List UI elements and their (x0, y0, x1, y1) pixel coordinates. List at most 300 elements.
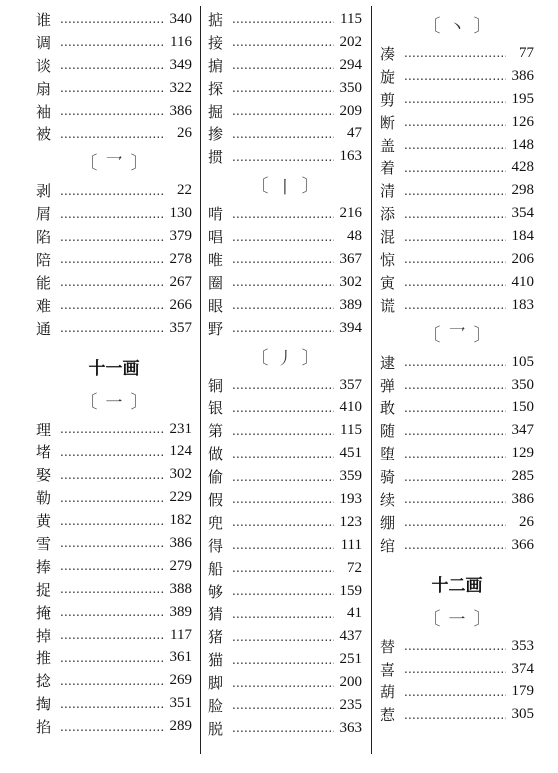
page-number: 349 (169, 56, 192, 73)
dot-leader (232, 276, 334, 288)
entry-character: 堕 (380, 445, 396, 464)
dot-leader (60, 82, 164, 94)
index-entry (380, 225, 534, 248)
dot-leader (60, 128, 164, 140)
index-entry (208, 271, 362, 294)
dot-leader (60, 231, 164, 243)
stroke-label: 丨 (276, 177, 294, 198)
entry-character: 脸 (208, 696, 224, 715)
index-entry (380, 396, 534, 419)
index-entry (208, 8, 362, 31)
page-number: 115 (340, 422, 362, 439)
dot-leader (232, 608, 334, 620)
page-number: 130 (169, 205, 192, 222)
page-number: 41 (347, 605, 362, 622)
index-entry (208, 602, 362, 625)
dot-leader (60, 105, 164, 117)
entry-character: 兜 (208, 513, 224, 532)
page-number: 350 (511, 376, 534, 393)
entry-character: 喜 (380, 660, 396, 679)
entry-character: 惊 (380, 250, 396, 269)
index-entry (380, 374, 534, 397)
page-number: 123 (339, 513, 362, 530)
page-number: 206 (511, 250, 534, 267)
entry-character: 着 (380, 159, 396, 178)
entry-character: 剥 (36, 182, 52, 201)
entry-character: 葫 (380, 683, 396, 702)
entry-character: 陪 (36, 250, 52, 269)
entry-character: 掮 (208, 56, 224, 75)
entry-character: 银 (208, 399, 224, 418)
page-number: 298 (511, 182, 534, 199)
entry-character: 逮 (380, 353, 396, 372)
page-number: 302 (169, 466, 192, 483)
index-entry (208, 294, 362, 317)
page-number: 105 (511, 353, 534, 370)
dot-leader (232, 82, 334, 94)
page-number: 126 (511, 113, 534, 130)
entry-character: 够 (208, 582, 224, 601)
entry-character: 野 (208, 319, 224, 338)
index-entry (36, 8, 192, 31)
bracket-left: 〔 (422, 16, 441, 37)
page-number: 163 (339, 148, 362, 165)
page-number: 195 (511, 90, 534, 107)
index-entry (36, 646, 192, 669)
page-number: 184 (511, 228, 534, 245)
page-number: 386 (511, 490, 534, 507)
page-number: 340 (169, 10, 192, 27)
entry-character: 续 (380, 490, 396, 509)
entry-character: 第 (208, 422, 224, 441)
index-entry (36, 440, 192, 463)
entry-character: 捉 (36, 580, 52, 599)
page-number: 202 (339, 33, 362, 50)
bracket-left: 〔 (250, 347, 269, 369)
index-entry (208, 671, 362, 694)
bracket-right: 〕 (473, 608, 492, 630)
page-number: 410 (511, 273, 534, 290)
bracket-right: 〕 (130, 391, 149, 413)
page-number: 279 (169, 557, 192, 574)
index-entry (208, 202, 362, 225)
index-entry (208, 511, 362, 534)
index-entry (36, 77, 192, 100)
page-number: 216 (339, 205, 362, 222)
index-entry (36, 578, 192, 601)
index-entry (208, 145, 362, 168)
index-entry (208, 625, 362, 648)
bracket-left: 〔 (79, 391, 98, 413)
page-number: 267 (169, 273, 192, 290)
dot-leader (60, 606, 164, 618)
dot-leader (60, 515, 164, 527)
entry-character: 铜 (208, 376, 224, 395)
dot-leader (232, 539, 334, 551)
page-number: 193 (339, 490, 362, 507)
entry-character: 凑 (380, 44, 396, 63)
dot-leader (60, 185, 164, 197)
page-number: 116 (170, 33, 192, 50)
page-number: 266 (169, 296, 192, 313)
index-entry (380, 42, 534, 65)
page-number: 117 (170, 626, 192, 643)
dot-leader (404, 493, 506, 505)
index-entry (380, 511, 534, 534)
dot-leader (404, 471, 506, 483)
index-entry (380, 179, 534, 202)
index-entry (208, 694, 362, 717)
dot-leader (60, 560, 164, 572)
entry-character: 袖 (36, 102, 52, 121)
dot-leader (404, 276, 506, 288)
entry-character: 掏 (36, 695, 52, 714)
entry-character: 圈 (208, 273, 224, 292)
index-entry (208, 225, 362, 248)
dot-leader (232, 677, 334, 689)
index-entry (208, 442, 362, 465)
section-spacer (380, 557, 534, 567)
page-number: 350 (339, 79, 362, 96)
page-number: 386 (511, 67, 534, 84)
index-entry (208, 488, 362, 511)
page-number: 347 (511, 422, 534, 439)
entry-character: 堵 (36, 443, 52, 462)
index-entry (36, 31, 192, 54)
dot-leader (404, 93, 506, 105)
index-entry (380, 488, 534, 511)
dot-leader (404, 448, 506, 460)
index-entry (36, 624, 192, 647)
dot-leader (404, 663, 506, 675)
page-number: 410 (339, 399, 362, 416)
page-number: 111 (340, 536, 362, 553)
entry-character: 娶 (36, 466, 52, 485)
entry-character: 谎 (380, 296, 396, 315)
dot-leader (232, 448, 334, 460)
page-number: 374 (511, 660, 534, 677)
index-entry (380, 156, 534, 179)
dot-leader (232, 379, 334, 391)
entry-character: 脚 (208, 674, 224, 693)
dot-leader (232, 322, 334, 334)
page-number: 354 (511, 205, 534, 222)
stroke-section-header (36, 145, 192, 179)
entry-character: 船 (208, 559, 224, 578)
stroke-section-header (36, 384, 192, 418)
stroke-section-header (380, 8, 534, 42)
dot-leader (60, 652, 164, 664)
index-entry (380, 351, 534, 374)
page-number: 379 (169, 228, 192, 245)
entry-character: 勒 (36, 489, 52, 508)
page-number: 47 (347, 125, 362, 142)
dot-leader (232, 208, 334, 220)
page-number: 251 (339, 651, 362, 668)
page-number: 388 (169, 580, 192, 597)
page-number: 183 (511, 296, 534, 313)
entry-character: 捻 (36, 672, 52, 691)
index-entry (380, 703, 534, 726)
dot-leader (232, 105, 334, 117)
index-entry (36, 54, 192, 77)
entry-character: 替 (380, 637, 396, 656)
dot-leader (60, 423, 164, 435)
dot-leader (404, 516, 506, 528)
page-number: 129 (511, 445, 534, 462)
page-number: 366 (511, 536, 534, 553)
page-number: 229 (169, 489, 192, 506)
page-number: 389 (169, 603, 192, 620)
page-number: 72 (347, 559, 362, 576)
index-entry (380, 680, 534, 703)
stroke-section-header (380, 317, 534, 351)
index-entry (208, 31, 362, 54)
dot-leader (60, 13, 164, 25)
page-number: 150 (511, 399, 534, 416)
dot-leader (404, 640, 506, 652)
page-number: 386 (169, 534, 192, 551)
index-entry (208, 122, 362, 145)
dot-leader (60, 59, 164, 71)
dot-leader (232, 128, 334, 140)
entry-character: 难 (36, 296, 52, 315)
entry-character: 假 (208, 490, 224, 509)
page-number: 394 (339, 319, 362, 336)
index-entry (380, 658, 534, 681)
page-number: 22 (177, 182, 192, 199)
index-column-2 (208, 8, 362, 740)
entry-character: 掼 (208, 148, 224, 167)
dot-leader (60, 276, 164, 288)
bracket-right: 〕 (301, 176, 320, 198)
dot-leader (60, 629, 164, 641)
index-column-1 (36, 8, 192, 738)
dot-leader (232, 59, 334, 71)
index-entry (36, 317, 192, 340)
index-entry (380, 442, 534, 465)
dot-leader (404, 139, 506, 151)
index-entry (36, 202, 192, 225)
dot-leader (232, 562, 334, 574)
index-entry (36, 601, 192, 624)
entry-character: 盖 (380, 136, 396, 155)
dot-leader (60, 322, 164, 334)
bracket-right: 〕 (473, 16, 492, 37)
bracket-right: 〕 (473, 324, 492, 346)
dot-leader (60, 208, 164, 220)
page-number: 269 (169, 672, 192, 689)
dot-leader (404, 253, 506, 265)
index-entry (208, 374, 362, 397)
index-entry (208, 317, 362, 340)
page-number: 361 (169, 649, 192, 666)
page-number: 26 (519, 513, 534, 530)
dot-leader (404, 539, 506, 551)
page-number: 115 (340, 10, 362, 27)
stroke-label: 丶 (448, 17, 466, 38)
dot-leader (232, 493, 334, 505)
dot-leader (232, 585, 334, 597)
stroke-label: 乛 (448, 326, 466, 347)
page-number: 357 (339, 376, 362, 393)
dot-leader (60, 299, 164, 311)
entry-character: 谈 (36, 56, 52, 75)
dot-leader (232, 516, 334, 528)
entry-character: 黄 (36, 512, 52, 531)
dot-leader (232, 722, 334, 734)
entry-character: 屑 (36, 205, 52, 224)
index-entry (380, 65, 534, 88)
dot-leader (404, 356, 506, 368)
stroke-label: 一 (448, 610, 466, 631)
dot-leader (232, 631, 334, 643)
index-entry (36, 271, 192, 294)
entry-character: 掘 (208, 102, 224, 121)
dot-leader (60, 253, 164, 265)
stroke-label: 乛 (105, 154, 123, 175)
index-entry (36, 715, 192, 738)
entry-character: 掉 (36, 626, 52, 645)
page-number: 359 (339, 468, 362, 485)
page-number: 294 (339, 56, 362, 73)
entry-character: 混 (380, 228, 396, 247)
bracket-left: 〔 (250, 176, 269, 198)
stroke-count-heading: 十二画 (431, 576, 483, 597)
page-number: 148 (511, 136, 534, 153)
entry-character: 弹 (380, 376, 396, 395)
entry-character: 旋 (380, 67, 396, 86)
index-entry (380, 635, 534, 658)
column-divider (200, 6, 201, 754)
entry-character: 掂 (208, 10, 224, 29)
page-number: 351 (169, 695, 192, 712)
page-number: 357 (169, 319, 192, 336)
entry-character: 捧 (36, 557, 52, 576)
index-entry (36, 294, 192, 317)
dot-leader (232, 13, 334, 25)
entry-character: 清 (380, 182, 396, 201)
entry-character: 敢 (380, 399, 396, 418)
entry-character: 绾 (380, 536, 396, 555)
page-number: 428 (511, 159, 534, 176)
page-number: 182 (169, 512, 192, 529)
index-entry (36, 179, 192, 202)
entry-character: 扇 (36, 79, 52, 98)
dot-leader (232, 471, 334, 483)
entry-character: 啃 (208, 205, 224, 224)
dot-leader (404, 70, 506, 82)
section-spacer (36, 340, 192, 350)
dot-leader (404, 162, 506, 174)
page-number: 437 (339, 628, 362, 645)
dot-leader (60, 583, 164, 595)
page-number: 159 (339, 582, 362, 599)
entry-character: 绷 (380, 513, 396, 532)
index-entry (380, 248, 534, 271)
entry-character: 调 (36, 33, 52, 52)
dot-leader (232, 425, 334, 437)
index-entry (208, 419, 362, 442)
page-number: 367 (339, 250, 362, 267)
entry-character: 理 (36, 420, 52, 439)
index-entry (36, 692, 192, 715)
page-number: 48 (347, 228, 362, 245)
entry-character: 谁 (36, 10, 52, 29)
index-entry (36, 532, 192, 555)
stroke-label: 丿 (276, 349, 294, 370)
entry-character: 能 (36, 273, 52, 292)
dot-leader (404, 299, 506, 311)
index-entry (36, 100, 192, 123)
index-entry (380, 88, 534, 111)
dot-leader (404, 379, 506, 391)
dot-leader (232, 36, 334, 48)
entry-character: 唯 (208, 250, 224, 269)
bracket-left: 〔 (79, 153, 98, 175)
dot-leader (60, 469, 164, 481)
entry-character: 添 (380, 205, 396, 224)
index-entry (36, 486, 192, 509)
dot-leader (404, 709, 506, 721)
entry-character: 做 (208, 445, 224, 464)
stroke-section-header (208, 168, 362, 202)
index-entry (208, 77, 362, 100)
index-entry (208, 717, 362, 740)
bracket-left: 〔 (422, 324, 441, 346)
index-entry (36, 418, 192, 441)
entry-character: 推 (36, 649, 52, 668)
dot-leader (60, 675, 164, 687)
page-number: 231 (169, 420, 192, 437)
index-entry (208, 100, 362, 123)
page-number: 124 (169, 443, 192, 460)
entry-character: 通 (36, 319, 52, 338)
dot-leader (60, 492, 164, 504)
entry-character: 猜 (208, 605, 224, 624)
dot-leader (404, 208, 506, 220)
entry-character: 惹 (380, 706, 396, 725)
index-entry (208, 580, 362, 603)
entry-character: 陷 (36, 228, 52, 247)
index-entry (380, 202, 534, 225)
index-entry (208, 557, 362, 580)
index-entry (36, 669, 192, 692)
bracket-right: 〕 (130, 153, 149, 175)
page-number: 200 (339, 674, 362, 691)
dot-leader (404, 231, 506, 243)
page-number: 278 (169, 250, 192, 267)
entry-character: 掺 (208, 125, 224, 144)
dot-leader (60, 36, 164, 48)
dot-leader (404, 686, 506, 698)
dot-leader (60, 446, 164, 458)
entry-character: 唱 (208, 228, 224, 247)
index-entry (36, 555, 192, 578)
index-entry (36, 463, 192, 486)
page-number: 302 (339, 273, 362, 290)
page-number: 305 (511, 706, 534, 723)
dot-leader (404, 47, 506, 59)
entry-character: 被 (36, 125, 52, 144)
index-entry (208, 534, 362, 557)
index-entry (380, 534, 534, 557)
entry-character: 偷 (208, 468, 224, 487)
entry-character: 掩 (36, 603, 52, 622)
page-number: 235 (339, 696, 362, 713)
index-entry (208, 54, 362, 77)
dot-leader (232, 402, 334, 414)
